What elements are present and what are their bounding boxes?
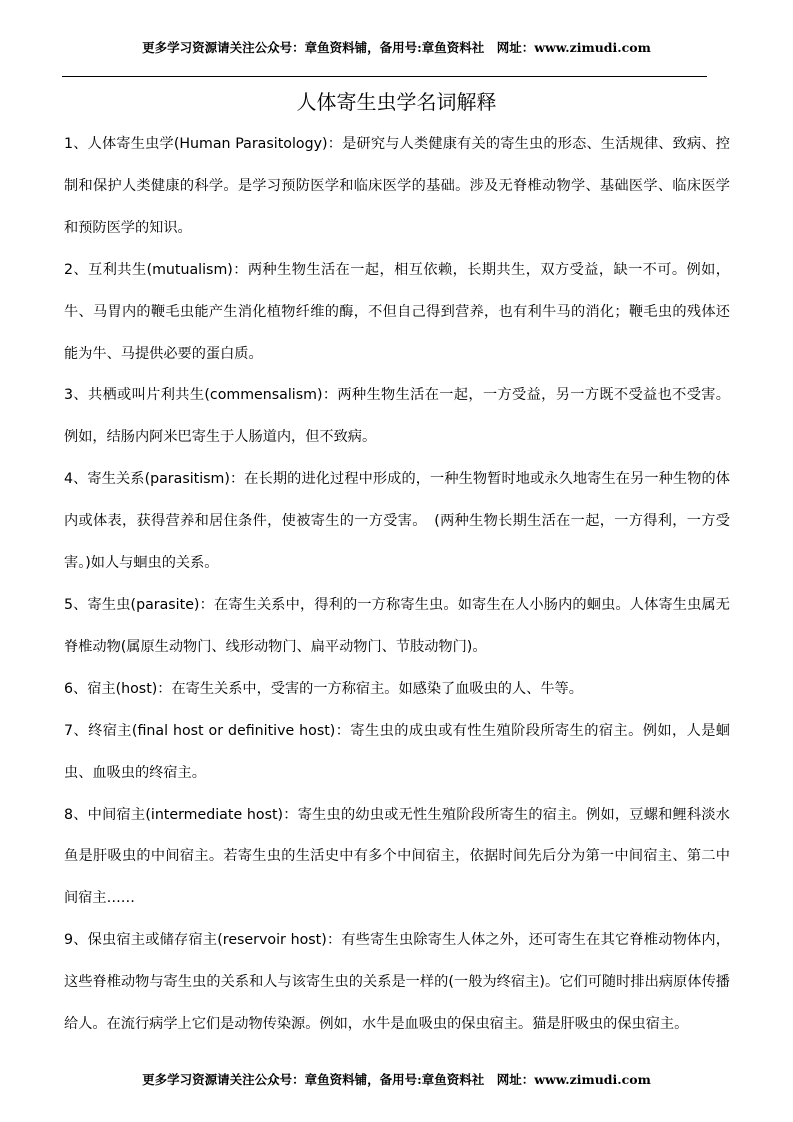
entry-7: 7、终宿主(final host or definitive host)：寄生虫的成虫或有性生殖阶段所寄生的宿主。例如，人是蛔虫、血吸虫的终宿主。 xyxy=(64,722,730,781)
entry-2: 2、互利共生(mutualism)：两种生物生活在一起，相互依赖，长期共生，双方受益，缺一不可。例如，牛、马胃内的鞭毛虫能产生消化植物纤维的酶，不但自己得到营养，也有利牛马的消化；鞭毛虫的残体还能为牛、马提供必要的蛋白质。 xyxy=(64,261,730,362)
document-body xyxy=(64,124,730,1046)
entry-6: 6、宿主(host)：在寄生关系中，受害的一方称宿主。如感染了血吸虫的人、牛等。 xyxy=(64,680,583,697)
entry-9: 9、保虫宿主或储存宿主(reservoir host)：有些寄生虫除寄生人体之外，还可寄生在其它脊椎动物体内，这些脊椎动物与寄生虫的关系和人与该寄生虫的关系是一样的(一般为终宿主)。它们可随时排出病原体传播给人。在流行病学上它们是动物传染源。例如，水牛是血吸虫的保虫宿主。猫是肝吸虫的保虫宿主。 xyxy=(64,932,730,1033)
page-title: 人体寄生虫学名词解释 xyxy=(296,90,497,114)
header-divider xyxy=(62,76,707,77)
entry-3: 3、共栖或叫片利共生(commensalism)：两种生物生活在一起，一方受益，另一方既不受益也不受害。例如，结肠内阿米巴寄生于人肠道内，但不致病。 xyxy=(64,387,730,446)
footer-banner: 更多学习资源请关注公众号：章鱼资料铺，备用号:章鱼资料社 网址：www.zimudi.com xyxy=(142,1072,651,1087)
entry-4: 4、寄生关系(parasitism)：在长期的进化过程中形成的，一种生物暂时地或永久地寄生在另一种生物的体内或体表，获得营养和居住条件，使被寄生的一方受害。 (两种生物长期生活在一起，一方得利，一方受害。)如人与蛔虫的关系。 xyxy=(64,471,730,572)
entry-1: 1、人体寄生虫学(Human Parasitology)：是研究与人类健康有关的寄生虫的形态、生活规律、致病、控制和保护人类健康的科学。是学习预防医学和临床医学的基础。涉及无脊椎动物学、基础医学、临床医学和预防医学的知识。 xyxy=(64,136,730,236)
header-banner: 更多学习资源请关注公众号：章鱼资料铺，备用号:章鱼资料社 网址：www.zimudi.com xyxy=(142,40,651,55)
entry-5: 5、寄生虫(parasite)：在寄生关系中，得利的一方称寄生虫。如寄生在人小肠内的蛔虫。人体寄生虫属无脊椎动物(属原生动物门、线形动物门、扁平动物门、节肢动物门)。 xyxy=(64,596,730,655)
entry-8: 8、中间宿主(intermediate host)：寄生虫的幼虫或无性生殖阶段所寄生的宿主。例如，豆螺和鲤科淡水鱼是肝吸虫的中间宿主。若寄生虫的生活史中有多个中间宿主，依据时间先后分为第一中间宿主、第二中间宿主…… xyxy=(64,806,730,907)
